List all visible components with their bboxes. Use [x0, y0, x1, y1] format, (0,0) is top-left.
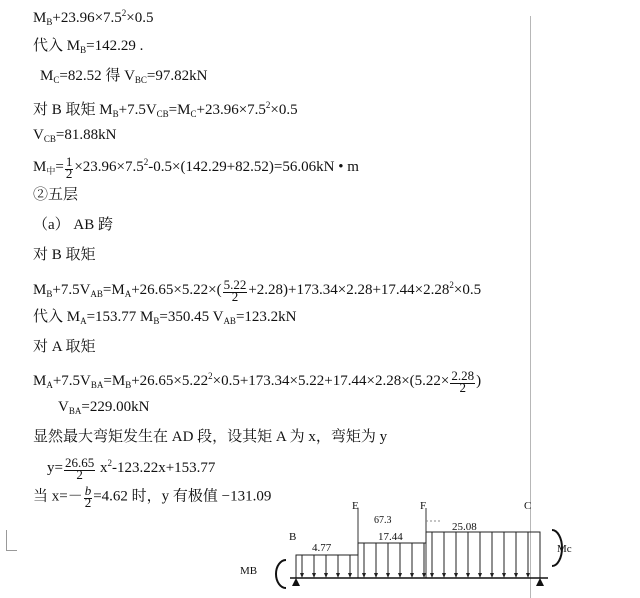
superscript: 2 [121, 8, 127, 18]
moment-arc-MB [276, 560, 286, 588]
text: =M [168, 102, 191, 118]
numerator: 2.28 [451, 367, 475, 383]
subsection-heading: （a） AB 跨 [33, 217, 113, 233]
text: 对 B 取矩 M [33, 102, 113, 118]
label-F: F [420, 500, 427, 512]
denominator: 2 [76, 466, 83, 482]
text: +26.65×5.22×( [131, 282, 222, 298]
denominator: 2 [65, 165, 73, 181]
label-C: C [524, 500, 532, 512]
text: M [33, 373, 47, 389]
subscript: B [153, 316, 160, 326]
support-left [292, 578, 300, 586]
subscript: B [112, 109, 119, 119]
subscript: CB [43, 134, 56, 144]
text: =229.00kN [81, 399, 150, 415]
numerator: 1 [65, 153, 73, 169]
text: 代入 M [33, 38, 81, 54]
text: =350.45 V [159, 309, 224, 325]
text: ) [476, 373, 482, 389]
section-heading: ②五层 [33, 187, 79, 203]
numerator: 26.65 [64, 454, 95, 470]
subscript: A [124, 289, 132, 299]
text: x [96, 460, 108, 476]
text-line: 显然最大弯矩发生在 AD 段，设其矩 A 为 x，弯矩为 y [33, 429, 388, 445]
text: +7.5V [52, 282, 91, 298]
denominator: 2 [459, 379, 466, 395]
text: = [55, 159, 64, 175]
text: +2.28)+173.34×2.28+17.44×2.28 [248, 282, 450, 298]
subscript: 中 [46, 166, 56, 176]
subscript: BC [134, 75, 147, 85]
subscript: AB [90, 289, 103, 299]
subscript: B [125, 380, 132, 390]
load-label-1: 4.77 [312, 542, 332, 554]
superscript: 2 [449, 280, 454, 290]
subscript: B [80, 45, 87, 55]
text: -0.5×(142.29+82.52)=56.06kN • m [148, 159, 359, 175]
load-label-3: 25.08 [452, 521, 477, 533]
text: =4.62 时，y 有极值 −131.09 [93, 488, 272, 505]
load-label-2: 17.44 [378, 531, 403, 543]
text: V [33, 127, 44, 143]
subscript: B [46, 289, 53, 299]
subscript: BA [90, 380, 104, 390]
text: =153.77 M [86, 309, 154, 325]
text: =97.82kN [146, 68, 208, 84]
text: =M [102, 282, 125, 298]
text: ×23.96×7.5 [74, 159, 144, 175]
superscript: 2 [208, 371, 213, 381]
load-profile [296, 532, 540, 578]
text: +23.96×7.5 [196, 102, 266, 118]
moment-label-MC: Mc [557, 543, 572, 555]
text: =81.88kN [55, 127, 117, 143]
text: +26.65×5.22 [131, 373, 209, 389]
label-E: E [352, 500, 359, 512]
label-B: B [289, 531, 297, 543]
text: ×0.5+173.34×5.22+17.44×2.28×(5.22× [212, 373, 450, 389]
text: +7.5V [52, 373, 91, 389]
text: y= [47, 460, 63, 476]
text: =142.29 . [86, 38, 144, 54]
text: 当 x=－ [33, 488, 83, 505]
text: M [33, 10, 47, 26]
subscript: B [46, 17, 53, 27]
text: +7.5V [118, 102, 157, 118]
subscript: CB [156, 109, 169, 119]
superscript: 2 [107, 458, 112, 468]
text: ×0.5 [453, 282, 482, 298]
denominator: 2 [231, 288, 239, 304]
superscript: 2 [143, 157, 149, 167]
text: ×0.5 [126, 10, 154, 26]
text: =123.2kN [235, 309, 297, 325]
load-label-4: 67.3 [374, 515, 392, 526]
numerator: 5.22 [223, 276, 247, 292]
text: +23.96×7.5 [52, 10, 122, 26]
moment-label-MB: MB [240, 565, 258, 577]
subscript: AB [223, 316, 236, 326]
support-right [536, 578, 544, 586]
text: =M [103, 373, 126, 389]
text: -123.22x+153.77 [111, 460, 216, 476]
text-line: 对 A 取矩 [33, 339, 96, 355]
subscript: A [46, 380, 53, 390]
numerator: b [84, 483, 92, 498]
subscript: A [80, 316, 87, 326]
text: ×0.5 [270, 102, 298, 118]
subscript: C [53, 75, 60, 85]
subscript: BA [68, 406, 82, 416]
text: M [33, 282, 47, 298]
subscript: C [190, 109, 197, 119]
text: M [33, 159, 47, 175]
text: =82.52 得 V [59, 68, 135, 84]
superscript: 2 [265, 100, 271, 110]
text: V [58, 399, 69, 415]
text: 代入 M [33, 309, 81, 325]
text-line: 对 B 取矩 [33, 247, 96, 263]
text: M [40, 68, 54, 84]
denominator: 2 [84, 495, 92, 510]
